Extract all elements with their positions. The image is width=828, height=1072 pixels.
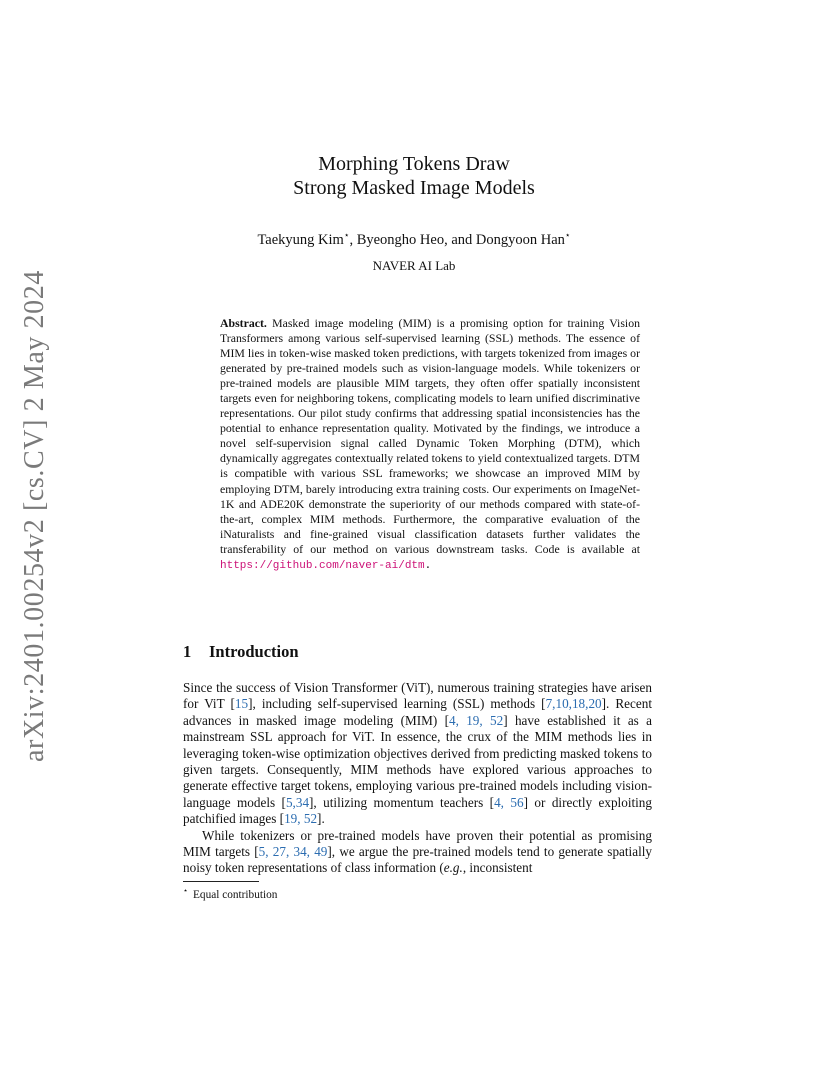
footnote-rule	[183, 881, 259, 882]
text-run: ], including self-supervised learning (SSL) methods [	[248, 696, 546, 712]
citation-link[interactable]: 5, 27, 34, 49	[258, 844, 328, 860]
arxiv-id-text: arXiv:2401.00254v2 [cs.CV] 2 May 2024	[19, 270, 50, 762]
text-run: , inconsistent	[462, 860, 533, 876]
intro-paragraph-2	[183, 828, 652, 877]
abstract-text: Masked image modeling (MIM) is a promising option for training Vision Transformers among various self-supervised learning (SSL) methods. The essence of MIM lies in token-wise masked token predictions, with targets tokenized from images or generated by pre-trained models such as vision-language models. While tokenizers or pre-trained models are plausible MIM targets, they often offer spatially inconsistent targets even for neighboring tokens, complicating models to learn unified discriminative representations. Our pilot study confirms that addressing spatial inconsistencies has the potential to enhance representation quality. Motivated by the findings, we introduce a novel self-supervision signal called Dynamic Token Morphing (DTM), which dynamically aggregates contextually related tokens to yield contextualized targets. DTM is compatible with various SSL frameworks; we showcase an improved MIM by employing DTM, barely introducing extra training costs. Our experiments on ImageNet-1K and ADE20K demonstrate the superiority of our methods compared with state-of-the-art, complex MIM methods. Furthermore, the comparative evaluation of the iNaturalists and fine-grained visual classification datasets further validates the transferability of our method on various downstream tasks. Code is available at	[220, 316, 640, 556]
affiliation: NAVER AI Lab	[372, 258, 456, 273]
text-run: While tokenizers or pre-trained models have proven their potential as promising MIM targets [	[183, 827, 652, 860]
intro-paragraph-1	[183, 680, 652, 828]
author-list	[0, 230, 828, 249]
abstract	[220, 316, 640, 574]
title-line-1: Morphing Tokens Draw	[318, 153, 510, 175]
citation-link[interactable]: 5,34	[285, 794, 310, 810]
citation-link[interactable]: 19, 52	[284, 811, 318, 827]
title-line-2: Strong Masked Image Models	[293, 177, 535, 199]
arxiv-watermark	[19, 270, 50, 762]
text-run: ], utilizing momentum teachers [	[309, 794, 495, 810]
citation-link[interactable]: 15	[234, 696, 249, 712]
text-run: ] or directly exploiting patchified images [	[183, 794, 652, 827]
footnote	[183, 886, 583, 901]
text-run: ] have established it as a mainstream SSL approach for ViT. In essence, the crux of the MIM methods lies in leveraging token-wise optimization objectives derived from predicting masked tokens to given targets. Consequently, MIM methods have explored various approaches to generate effective target tokens, employing various pre-trained models including vision-language models [	[183, 712, 652, 810]
body-text	[183, 680, 652, 877]
section-title: Introduction	[209, 642, 299, 661]
section-heading	[183, 642, 653, 662]
section-number: 1	[183, 642, 192, 661]
text-run: ], we argue the pre-trained models tend to generate spatially noisy token representations of class information (	[183, 844, 652, 876]
citation-link[interactable]: 7,10,18,20	[545, 696, 602, 712]
text-run: ]. Recent advances in masked image modeling (MIM) [	[183, 696, 652, 728]
author-1: Taekyung Kim	[257, 231, 344, 248]
text-run: ].	[317, 811, 325, 827]
equal-contrib-mark-2: ⋆	[564, 230, 571, 240]
other-authors: , Byeongho Heo, and Dongyoon Han	[349, 231, 565, 248]
eg-italic: e.g.	[443, 860, 463, 876]
abstract-label: Abstract.	[220, 316, 267, 330]
equal-contrib-mark: ⋆	[343, 230, 350, 240]
citation-link[interactable]: 4, 56	[494, 794, 524, 810]
footnote-mark: ⋆	[183, 886, 189, 895]
footnote-text: Equal contribution	[193, 888, 278, 901]
paper-title	[0, 152, 828, 200]
abstract-end-period: .	[424, 559, 432, 572]
text-run: Since the success of Vision Transformer (ViT), numerous training strategies have arisen for ViT [	[183, 680, 652, 712]
citation-link[interactable]: 4, 19, 52	[448, 712, 504, 728]
code-link[interactable]: https://github.com/naver-ai/dtm	[220, 559, 425, 572]
